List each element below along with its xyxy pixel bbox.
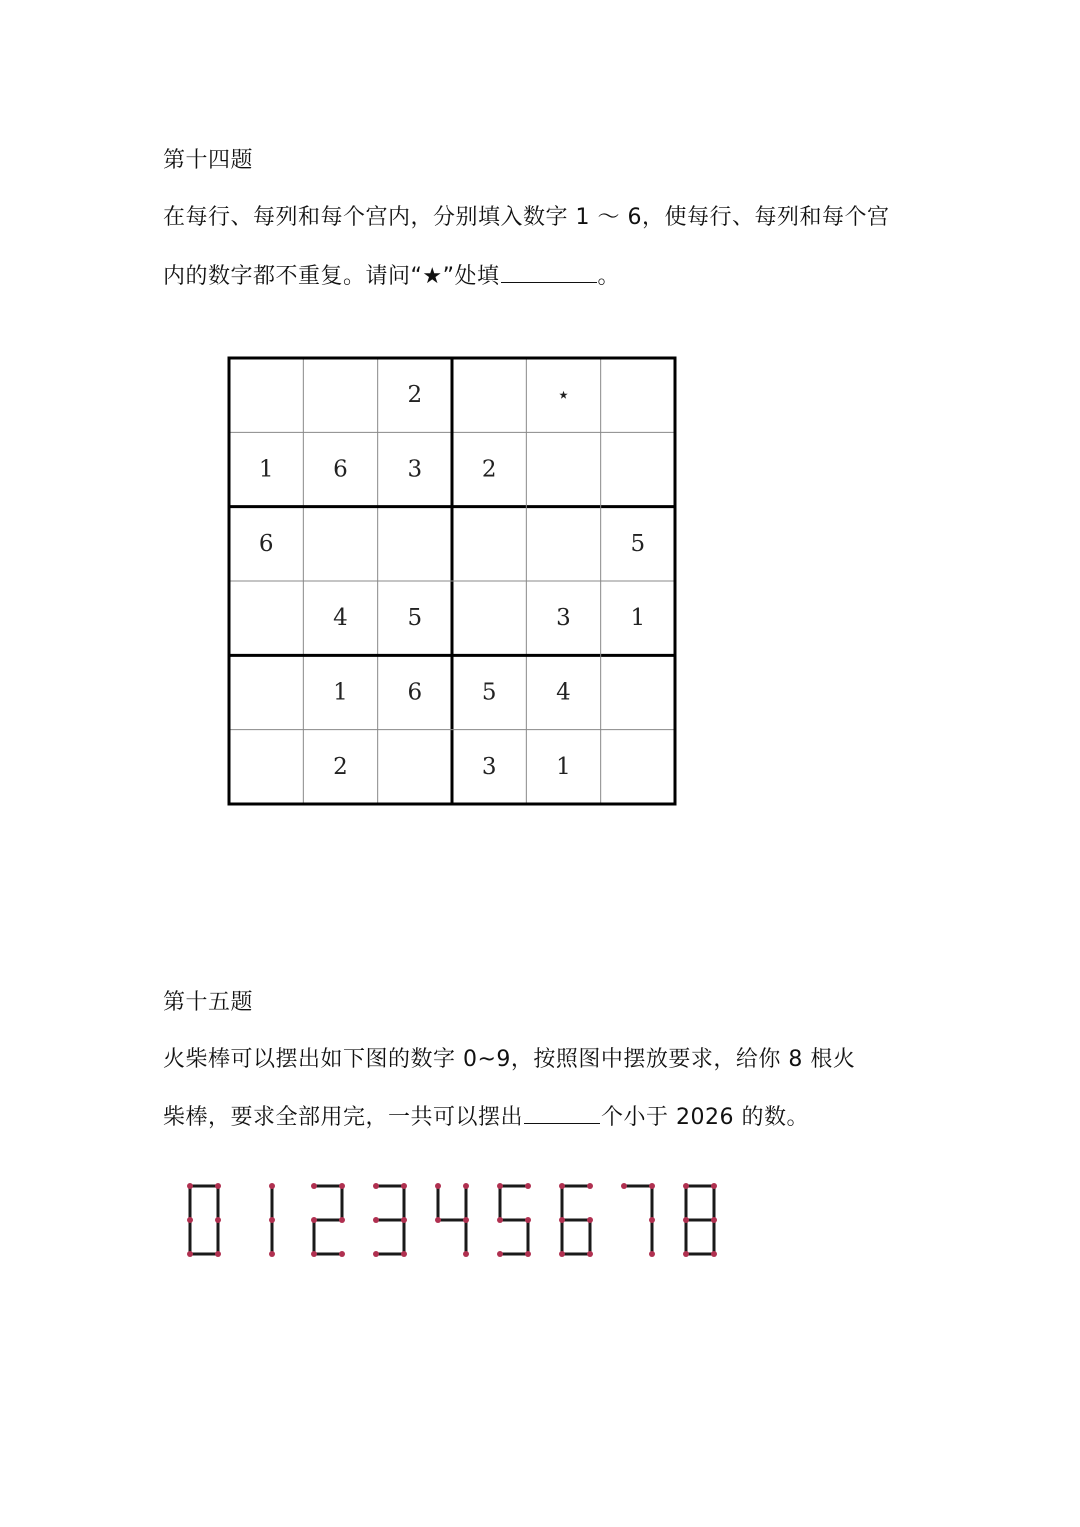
matchstick-head <box>339 1183 345 1189</box>
matchstick-head <box>649 1217 655 1223</box>
matchstick-head <box>587 1251 593 1257</box>
matchstick-head <box>525 1183 531 1189</box>
sudoku-cell[interactable] <box>601 432 675 506</box>
matchstick-head <box>311 1251 317 1257</box>
matchstick-head <box>559 1251 565 1257</box>
matchstick-head <box>649 1251 655 1257</box>
matchstick-head <box>215 1183 221 1189</box>
sudoku-given-number: 1 <box>556 753 571 780</box>
matchstick-head <box>373 1183 379 1189</box>
sudoku-cell[interactable] <box>229 730 303 804</box>
matchstick-digit-7 <box>621 1183 655 1257</box>
matchstick-head <box>269 1217 275 1223</box>
matchstick-head <box>587 1183 593 1189</box>
sudoku-cell[interactable] <box>303 507 377 581</box>
matchstick-head <box>373 1251 379 1257</box>
q15-answer-blank[interactable] <box>524 1101 600 1124</box>
sudoku-given-number: 2 <box>333 753 348 780</box>
matchstick-head <box>339 1251 345 1257</box>
q15-text-line1: 火柴棒可以摆出如下图的数字 0~9，按照图中摆放要求，给你 8 根火 <box>163 1047 856 1072</box>
matchstick-digit-4 <box>435 1183 469 1257</box>
matchstick-head <box>269 1183 275 1189</box>
sudoku-given-number: 6 <box>407 679 423 706</box>
matchstick-head <box>435 1183 441 1189</box>
matchstick-head <box>187 1251 193 1257</box>
q14-text-line2 <box>163 260 620 292</box>
matchstick-head <box>373 1217 379 1223</box>
sudoku-cell[interactable] <box>303 358 377 432</box>
sudoku-cell[interactable] <box>601 730 675 804</box>
matchstick-head <box>683 1183 689 1189</box>
matchstick-head <box>401 1251 407 1257</box>
q14-text-line1: 在每行、每列和每个宫内，分别填入数字 1 ～ 6，使每行、每列和每个宫 <box>163 205 890 230</box>
matchstick-digit-3 <box>373 1183 407 1257</box>
matchstick-head <box>621 1183 627 1189</box>
matchstick-head <box>559 1183 565 1189</box>
sudoku-given-number: 5 <box>481 679 497 706</box>
matchstick-digit-0 <box>187 1183 221 1257</box>
q14-answer-blank[interactable] <box>501 260 597 283</box>
matchstick-head <box>435 1217 441 1223</box>
q15-text-line2-end: 个小于 2026 的数。 <box>601 1105 809 1130</box>
q15-title: 第十五题 <box>163 990 254 1015</box>
sudoku-cell[interactable] <box>452 507 526 581</box>
matchstick-head <box>497 1217 503 1223</box>
sudoku-given-number: 3 <box>481 753 497 780</box>
matchstick-head <box>215 1217 221 1223</box>
sudoku-given-number: 3 <box>556 605 571 632</box>
sudoku-given-number: 4 <box>556 679 571 706</box>
sudoku-given-number: 2 <box>481 456 497 483</box>
sudoku-cell[interactable] <box>526 432 600 506</box>
matchstick-head <box>587 1217 593 1223</box>
matchstick-head <box>559 1217 565 1223</box>
sudoku-cell[interactable] <box>601 358 675 432</box>
matchstick-digit-8 <box>683 1183 717 1257</box>
matchstick-digit-1 <box>269 1183 275 1257</box>
star-symbol: ⋆ <box>556 383 571 409</box>
sudoku-given-number: 6 <box>258 530 274 557</box>
matchstick-head <box>711 1183 717 1189</box>
matchstick-digits-figure <box>180 1178 740 1268</box>
matchstick-head <box>339 1217 345 1223</box>
q15-text-line2-start: 柴棒，要求全部用完，一共可以摆出 <box>163 1105 524 1130</box>
sudoku-given-number: 5 <box>407 605 423 632</box>
matchstick-head <box>463 1217 469 1223</box>
matchstick-head <box>649 1183 655 1189</box>
sudoku-given-number: 6 <box>333 456 348 483</box>
matchstick-head <box>683 1217 689 1223</box>
q14-title: 第十四题 <box>163 148 254 173</box>
matchstick-head <box>269 1251 275 1257</box>
matchstick-head <box>711 1217 717 1223</box>
sudoku-given-number: 1 <box>333 679 348 706</box>
sudoku-cell[interactable] <box>452 581 526 655</box>
sudoku-given-number: 5 <box>630 530 646 557</box>
sudoku-given-number: 4 <box>333 605 348 632</box>
sudoku-cell[interactable] <box>452 358 526 432</box>
matchstick-head <box>187 1217 193 1223</box>
matchstick-head <box>311 1183 317 1189</box>
sudoku-cell[interactable] <box>378 507 452 581</box>
matchstick-head <box>401 1217 407 1223</box>
sudoku-cell[interactable] <box>601 655 675 729</box>
q14-text-line2-start: 内的数字都不重复。请问“★”处填 <box>163 264 500 289</box>
matchstick-head <box>187 1183 193 1189</box>
sudoku-given-number: 1 <box>258 456 274 483</box>
q15-text-line2 <box>163 1101 809 1133</box>
matchstick-head <box>311 1217 317 1223</box>
matchstick-head <box>525 1217 531 1223</box>
matchstick-head <box>401 1183 407 1189</box>
matchstick-digit-6 <box>559 1183 593 1257</box>
matchstick-head <box>525 1251 531 1257</box>
sudoku-cell[interactable] <box>526 507 600 581</box>
matchstick-head <box>215 1251 221 1257</box>
sudoku-cell[interactable] <box>378 730 452 804</box>
sudoku-given-number: 1 <box>630 605 646 632</box>
sudoku-grid <box>227 356 677 806</box>
matchstick-head <box>683 1251 689 1257</box>
sudoku-cell[interactable] <box>229 358 303 432</box>
sudoku-cell[interactable] <box>229 655 303 729</box>
matchstick-head <box>463 1183 469 1189</box>
sudoku-given-number: 2 <box>407 382 423 409</box>
matchstick-head <box>711 1251 717 1257</box>
matchstick-head <box>463 1251 469 1257</box>
matchstick-digit-5 <box>497 1183 531 1257</box>
sudoku-given-number: 3 <box>407 456 423 483</box>
matchstick-digit-2 <box>311 1183 345 1257</box>
matchstick-head <box>497 1183 503 1189</box>
matchstick-head <box>497 1251 503 1257</box>
q14-text-line2-end: 。 <box>597 264 621 289</box>
sudoku-cell[interactable] <box>229 581 303 655</box>
